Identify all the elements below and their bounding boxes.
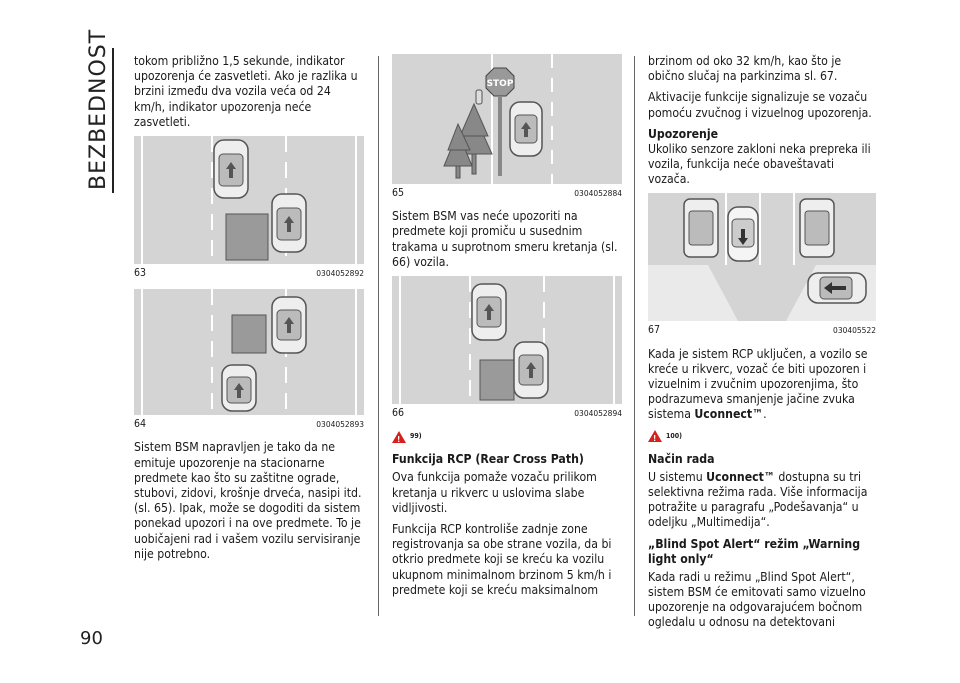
paragraph bbox=[648, 347, 876, 423]
figure-code: 0304052894 bbox=[574, 409, 622, 419]
paragraph: Aktivacije funkcije signalizuje se vozaču pomoću zvučnog i vizuelnog upozorenja. bbox=[648, 90, 872, 120]
figure-65 bbox=[392, 54, 622, 184]
paragraph bbox=[648, 470, 876, 531]
figure-64 bbox=[134, 289, 364, 415]
lane-illustration bbox=[134, 136, 364, 264]
paragraph: Funkcija RCP kontroliše zadnje zone registrovanja sa obe strane vozila, da bi otkrio predmete koji se kreću ka vozilu ukupnom minimalnom brzinom 5 km/h i predmete koji se kreću maksimalnom bbox=[392, 522, 612, 597]
warning-icon bbox=[648, 430, 662, 442]
figure-66 bbox=[392, 276, 622, 404]
opposite-lane-illustration bbox=[392, 276, 622, 404]
paragraph: tokom približno 1,5 sekunde, indikator upozorenja će zasvetleti. Ako je razlika u brzini između dva vozila veća od 24 km/h, indikator upozorenja neće zasvetleti. bbox=[134, 54, 358, 129]
section-heading: Način rada bbox=[648, 451, 715, 466]
warning-ref-label: 100) bbox=[666, 431, 683, 440]
parking-illustration bbox=[648, 193, 876, 321]
figure-caption bbox=[392, 406, 622, 421]
text-run: U sistemu bbox=[648, 469, 707, 484]
figure-code: 0304052892 bbox=[316, 269, 364, 279]
warning-reference[interactable] bbox=[392, 429, 622, 444]
text-run: Kada je sistem RCP uključen, a vozilo se kreće u rikverc, vozač će biti upozoren i vizuelnim i zvučnim upozorenjima, što podrazumeva smanjenje jačine zvuka sistema bbox=[648, 346, 868, 422]
page-number: 90 bbox=[80, 628, 103, 649]
figure-number: 66 bbox=[392, 407, 405, 420]
figure-code: 0304052884 bbox=[574, 189, 622, 198]
section-heading: „Blind Spot Alert“ režim „Warning light only“ bbox=[648, 536, 861, 566]
figure-code: 030405522 bbox=[833, 326, 876, 336]
column-2 bbox=[392, 54, 622, 604]
column-divider bbox=[378, 56, 379, 616]
stop-sign-label: STOP bbox=[486, 79, 514, 89]
figure-67 bbox=[648, 193, 876, 321]
warning-icon bbox=[392, 431, 406, 443]
paragraph: Ukoliko senzore zakloni neka prepreka ili vozila, funkcija neće obaveštavati vozača. bbox=[648, 141, 871, 187]
figure-caption bbox=[134, 417, 364, 432]
section-heading: Funkcija RCP (Rear Cross Path) bbox=[392, 452, 584, 467]
figure-number: 67 bbox=[648, 324, 661, 337]
stationary-objects-illustration bbox=[392, 54, 622, 184]
column-divider bbox=[634, 56, 635, 616]
figure-number: 65 bbox=[392, 187, 405, 199]
warning-ref-label: 99) bbox=[410, 432, 422, 441]
section-title: BEZBEDNOST bbox=[86, 28, 111, 190]
figure-number: 64 bbox=[134, 418, 147, 431]
lane-illustration bbox=[134, 289, 364, 415]
paragraph: brzinom od oko 32 km/h, kao što je obično slučaj na parkinzima sl. 67. bbox=[648, 54, 842, 84]
warning-reference[interactable] bbox=[648, 429, 876, 444]
figure-63 bbox=[134, 136, 364, 264]
brand-name: Uconnect™ bbox=[706, 469, 775, 484]
figure-code: 0304052893 bbox=[316, 420, 364, 430]
paragraph: Ova funkcija pomaže vozaču prilikom kretanja u rikverc u uslovima slabe vidljivosti. bbox=[392, 470, 597, 515]
brand-name: Uconnect™ bbox=[694, 407, 764, 422]
text-run: dostupna su tri selektivna režima rada. Više informacija potražite u paragrafu „Podešavanja“ u odeljku „Multimedija“. bbox=[648, 469, 868, 530]
paragraph: Sistem BSM vas neće upozoriti na predmete koji promiču u susednim trakama u suprotnom smeru kretanja (sl. 66) vozila. bbox=[392, 209, 618, 269]
sidebar-rule bbox=[112, 48, 114, 193]
section-heading: Upozorenje bbox=[648, 126, 719, 141]
column-1 bbox=[134, 54, 364, 568]
figure-caption bbox=[134, 266, 364, 281]
figure-caption bbox=[392, 186, 622, 201]
paragraph: Sistem BSM napravljen je tako da ne emituje upozorenje na stacionarne predmete kao što su zaštitne ograde, stubovi, zidovi, krošnje drveća, nasipi itd. (sl. 65). Ipak, može se dogoditi da sistem ponekad upozori i na ove predmete. To je uobičajeni rad i vašem vozilu servisiranje nije potrebno. bbox=[134, 440, 362, 561]
column-3 bbox=[648, 54, 876, 636]
figure-number: 63 bbox=[134, 267, 147, 280]
paragraph: Kada radi u režimu „Blind Spot Alert“, sistem BSM će emitovati samo vizuelno upozorenje na odgovarajućem bočnom ogledalu u odnosu na detektovani bbox=[648, 569, 866, 630]
text-run: . bbox=[763, 407, 767, 422]
figure-caption bbox=[648, 323, 876, 338]
